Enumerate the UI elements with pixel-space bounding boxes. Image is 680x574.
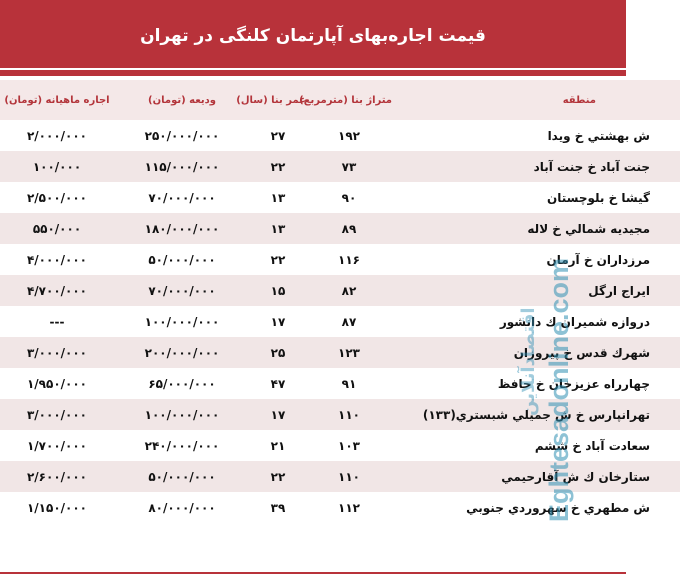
table-row	[0, 244, 680, 275]
cell-age: ۲۲	[270, 469, 286, 484]
cell-deposit: ۲۰۰/۰۰۰/۰۰۰	[144, 345, 220, 360]
cell-region: ايراج ارگل	[588, 283, 650, 298]
cell-area: ۸۹	[341, 221, 357, 236]
cell-deposit: ۸۰/۰۰۰/۰۰۰	[148, 500, 216, 515]
cell-deposit: ۲۵۰/۰۰۰/۰۰۰	[144, 128, 220, 143]
cell-deposit: ۲۴۰/۰۰۰/۰۰۰	[144, 438, 220, 453]
header-rent: اجاره ماهیانه (تومان)	[4, 94, 110, 106]
cell-area: ۱۱۰	[338, 407, 360, 422]
cell-age: ۲۲	[270, 252, 286, 267]
watermark-logo-text: اقتصادآنلاین	[518, 307, 539, 416]
cell-area: ۷۳	[341, 159, 357, 174]
cell-deposit: ۵۰/۰۰۰/۰۰۰	[148, 469, 216, 484]
cell-deposit: ۶۵/۰۰۰/۰۰۰	[148, 376, 216, 391]
table-row	[0, 306, 680, 337]
cell-region: مجيديه شمالي خ لاله	[527, 221, 650, 236]
cell-rent: ۳/۰۰۰/۰۰۰	[26, 345, 88, 360]
header-deposit: ودیعه (تومان)	[148, 94, 216, 106]
cell-age: ۱۷	[270, 314, 286, 329]
cell-rent: ۴/۰۰۰/۰۰۰	[26, 252, 88, 267]
cell-age: ۱۵	[270, 283, 286, 298]
cell-deposit: ۱۸۰/۰۰۰/۰۰۰	[144, 221, 220, 236]
cell-rent: ۳/۰۰۰/۰۰۰	[26, 407, 88, 422]
header-area: متراژ بنا (مترمربع)	[299, 94, 392, 106]
cell-age: ۴۷	[270, 376, 286, 391]
cell-deposit: ۱۰۰/۰۰۰/۰۰۰	[144, 314, 220, 329]
cell-age: ۲۲	[270, 159, 286, 174]
cell-region: شهرك قدس خ پيروزان	[513, 345, 650, 360]
cell-area: ۱۹۲	[338, 128, 360, 143]
cell-rent: ---	[49, 314, 65, 329]
page-title: قیمت اجاره‌بهای آپارتمان کلنگی در تهران	[140, 26, 486, 46]
table-row	[0, 182, 680, 213]
cell-area: ۹۱	[341, 376, 357, 391]
cell-age: ۲۱	[270, 438, 286, 453]
cell-region: چهارراه عزيزخان خ حافظ	[497, 376, 650, 391]
table-row	[0, 120, 680, 151]
cell-region: مرزداران خ آرمان	[546, 252, 650, 267]
cell-age: ۱۳	[270, 221, 286, 236]
table-row	[0, 368, 680, 399]
table-row	[0, 492, 680, 523]
cell-rent: ۲/۵۰۰/۰۰۰	[26, 190, 88, 205]
cell-region: گيشا خ بلوچستان	[546, 190, 650, 205]
cell-rent: ۴/۷۰۰/۰۰۰	[26, 283, 88, 298]
cell-area: ۸۲	[341, 283, 357, 298]
table-row	[0, 213, 680, 244]
table-body	[0, 120, 680, 523]
cell-area: ۱۰۳	[338, 438, 360, 453]
watermark-url: Eghtesadonline.com	[544, 257, 574, 522]
title-bar	[0, 0, 626, 76]
cell-area: ۹۰	[341, 190, 357, 205]
cell-age: ۱۷	[270, 407, 286, 422]
cell-rent: ۱/۱۵۰/۰۰۰	[26, 500, 88, 515]
header-region: منطقه	[562, 94, 596, 106]
cell-region: دروازه شميران ك دانشور	[499, 314, 650, 329]
cell-rent: ۱/۷۰۰/۰۰۰	[26, 438, 88, 453]
cell-region: جنت آباد خ جنت آباد	[533, 159, 650, 174]
cell-area: ۱۱۶	[338, 252, 360, 267]
table-row	[0, 430, 680, 461]
cell-rent: ۲/۶۰۰/۰۰۰	[26, 469, 88, 484]
table-row	[0, 275, 680, 306]
cell-deposit: ۷۰/۰۰۰/۰۰۰	[148, 283, 216, 298]
header-age: عمر بنا (سال)	[236, 94, 306, 106]
cell-age: ۲۵	[270, 345, 286, 360]
cell-rent: ۵۵۰/۰۰۰	[32, 221, 82, 236]
cell-deposit: ۵۰/۰۰۰/۰۰۰	[148, 252, 216, 267]
cell-region: تهرانپارس خ ش جميلي شبستري(۱۳۳)	[422, 407, 650, 422]
rent-price-table	[0, 80, 680, 523]
cell-area: ۱۱۰	[338, 469, 360, 484]
title-underline	[0, 68, 626, 70]
cell-area: ۸۷	[341, 314, 357, 329]
cell-age: ۱۳	[270, 190, 286, 205]
table-row	[0, 461, 680, 492]
cell-rent: ۲/۰۰۰/۰۰۰	[26, 128, 88, 143]
table-row	[0, 151, 680, 182]
cell-deposit: ۱۰۰/۰۰۰/۰۰۰	[144, 407, 220, 422]
cell-rent: ۱/۹۵۰/۰۰۰	[26, 376, 88, 391]
cell-region: ش مطهري خ سهروردي جنوبي	[466, 500, 650, 515]
cell-region: ستارخان ك ش آقارحيمي	[501, 469, 650, 484]
table-row	[0, 337, 680, 368]
cell-deposit: ۱۱۵/۰۰۰/۰۰۰	[144, 159, 220, 174]
table-row	[0, 399, 680, 430]
cell-rent: ۱۰۰/۰۰۰	[32, 159, 82, 174]
cell-region: ش بهشتي خ ويدا	[547, 128, 650, 143]
cell-area: ۱۱۲	[338, 500, 360, 515]
table-header-row	[0, 80, 680, 120]
cell-age: ۳۹	[270, 500, 286, 515]
cell-area: ۱۲۳	[338, 345, 360, 360]
cell-region: سعادت آباد خ ششم	[534, 438, 650, 453]
cell-age: ۲۷	[270, 128, 286, 143]
cell-deposit: ۷۰/۰۰۰/۰۰۰	[148, 190, 216, 205]
